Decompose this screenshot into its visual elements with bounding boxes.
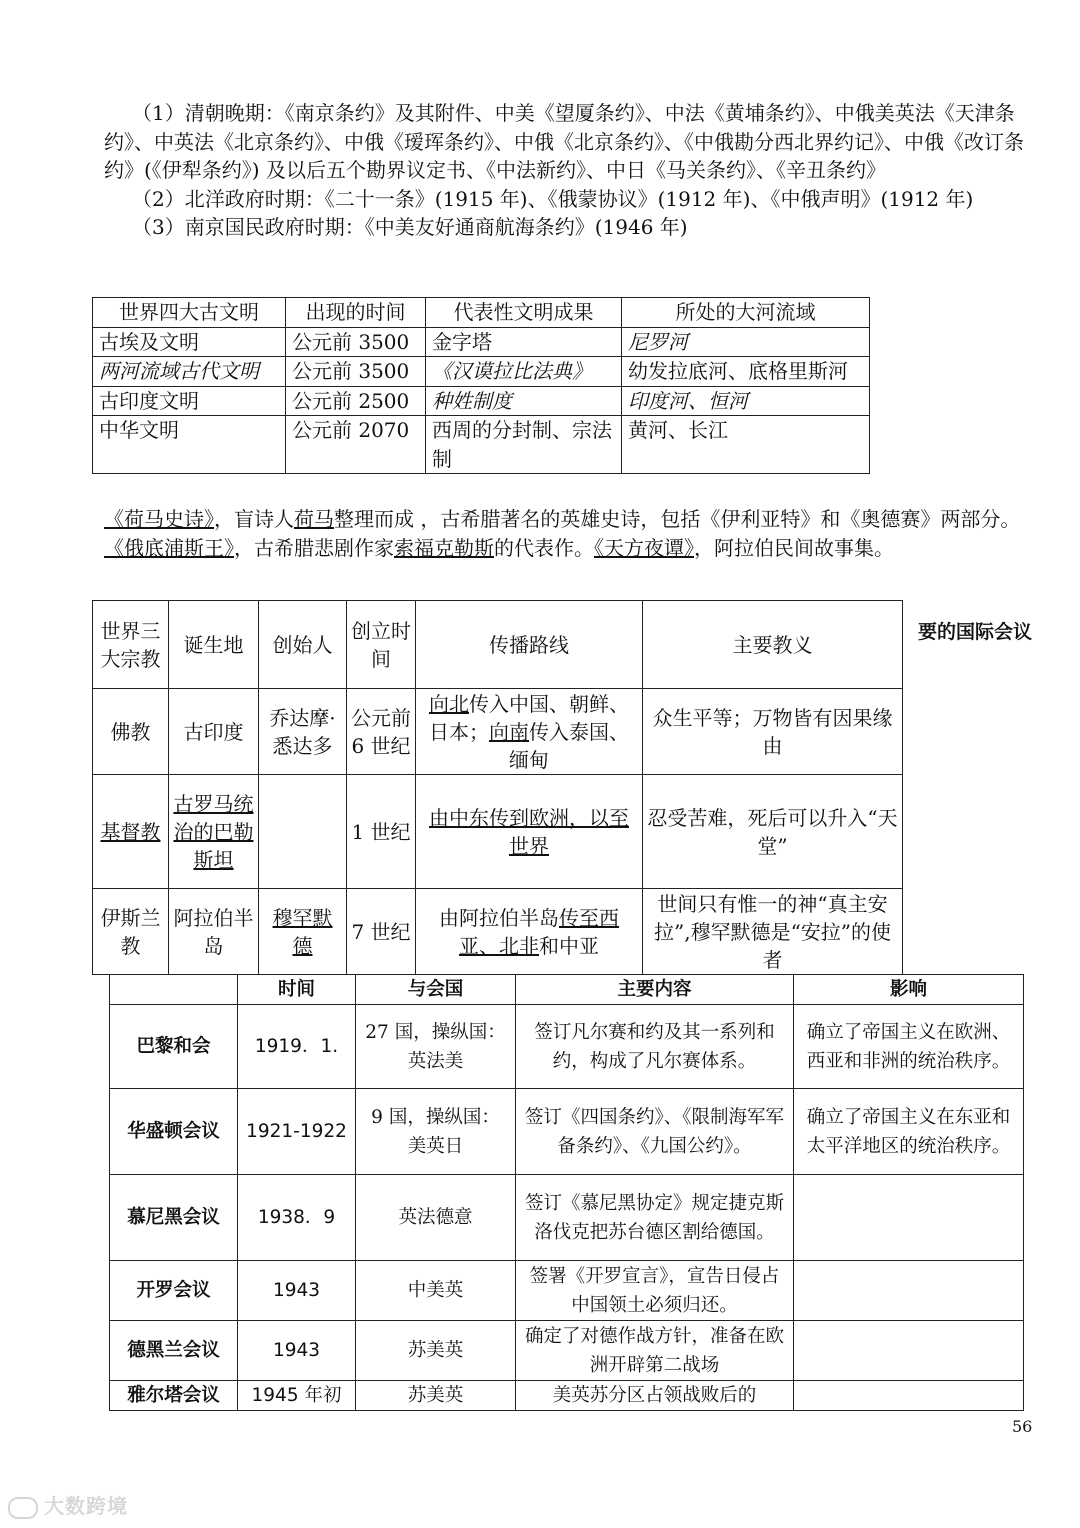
text-span: 传入中国、朝鲜、日本； (429, 691, 629, 744)
table-cell: 《汉谟拉比法典》 (426, 357, 622, 387)
table-row (93, 357, 870, 387)
table-cell: 1 世纪 (347, 775, 416, 889)
treaty-list (104, 99, 1029, 242)
table-cell (416, 689, 643, 775)
work-oedipus: 《俄底浦斯王》 (104, 535, 234, 560)
table-header-row (93, 601, 903, 689)
table-cell: 印度河、恒河 (622, 386, 870, 416)
table-cell: 金字塔 (426, 327, 622, 357)
table-cell: 苏美英 (356, 1321, 516, 1381)
table-row (93, 689, 903, 775)
table-cell: 尼罗河 (622, 327, 870, 357)
table-cell (259, 775, 347, 889)
text-span: 传至西亚、北非 (459, 905, 619, 958)
header-cell: 与会国 (356, 975, 516, 1005)
table-cell: 幼发拉底河、底格里斯河 (622, 357, 870, 387)
text-span: 整理而成 ，古希腊著名的英雄史诗，包括《伊利亚特》和《奥德赛》两部分。 (334, 507, 1021, 531)
treaty-paragraph-nanjing: （3）南京国民政府时期：《中美友好通商航海条约》(1946 年) (132, 215, 688, 239)
author-sophocles: 索福克勒斯 (394, 535, 494, 560)
table-cell: 确定了对德作战方针，准备在欧洲开辟第二战场 (516, 1321, 794, 1381)
table-cell: 种姓制度 (426, 386, 622, 416)
table-cell (416, 889, 643, 975)
watermark (8, 1490, 128, 1519)
table-cell: 开罗会议 (110, 1261, 238, 1321)
table-cell: 佛教 (93, 689, 169, 775)
table-cell: 阿拉伯半岛 (169, 889, 259, 975)
table-cell: 1943 (238, 1261, 356, 1321)
header-cell: 代表性文明成果 (426, 298, 622, 328)
table-cell: 中华文明 (93, 416, 286, 474)
table-cell: 1919．1. (238, 1005, 356, 1089)
table-cell: 1943 (238, 1321, 356, 1381)
table-cell: 华盛顿会议 (110, 1089, 238, 1175)
table-cell: 27 国，操纵国：英法美 (356, 1005, 516, 1089)
table-cell: 公元前 3500 (286, 357, 426, 387)
table-row (93, 386, 870, 416)
table-row (110, 1005, 1024, 1089)
header-cell: 影响 (794, 975, 1024, 1005)
text-span: 向北 (429, 691, 469, 716)
watermark-text: 大数跨境 (44, 1494, 128, 1518)
table-cell: 黄河、长江 (622, 416, 870, 474)
table-cell: 1921-1922 (238, 1089, 356, 1175)
header-cell: 传播路线 (416, 601, 643, 689)
header-cell: 所处的大河流域 (622, 298, 870, 328)
table-cell: 公元前 3500 (286, 327, 426, 357)
table-cell: 古罗马统治的巴勒斯坦 (169, 775, 259, 889)
table-row (110, 1089, 1024, 1175)
table-row (93, 327, 870, 357)
header-cell: 出现的时间 (286, 298, 426, 328)
table-cell: 签订《四国条约》、《限制海军军备条约》、《九国公约》。 (516, 1089, 794, 1175)
table-cell: 9 国，操纵国：美英日 (356, 1089, 516, 1175)
table-cell: 古埃及文明 (93, 327, 286, 357)
table-cell: 美英苏分区占领战败后的 (516, 1381, 794, 1411)
table-cell (794, 1321, 1024, 1381)
text-span: 向南 (489, 719, 529, 744)
header-cell: 世界四大古文明 (93, 298, 286, 328)
table-cell: 签订凡尔赛和约及其一系列和约，构成了凡尔赛体系。 (516, 1005, 794, 1089)
table-cell: 英法德意 (356, 1175, 516, 1261)
table-header-row (93, 298, 870, 328)
table-row (110, 1175, 1024, 1261)
watermark-logo-icon (8, 1497, 38, 1519)
table-cell: 签署《开罗宣言》，宣告日侵占中国领土必须归还。 (516, 1261, 794, 1321)
table-cell: 乔达摩·悉达多 (259, 689, 347, 775)
table-row (110, 1321, 1024, 1381)
table-cell: 众生平等；万物皆有因果缘由 (643, 689, 903, 775)
table-cell: 基督教 (93, 775, 169, 889)
text-span: ，盲诗人 (214, 507, 294, 531)
side-note: 要的国际会议 (918, 621, 1033, 643)
table-cell (794, 1175, 1024, 1261)
table-cell: 确立了帝国主义在欧洲、西亚和非洲的统治秩序。 (794, 1005, 1024, 1089)
author-homer: 荷马 (294, 507, 334, 531)
table-cell: 确立了帝国主义在东亚和太平洋地区的统治秩序。 (794, 1089, 1024, 1175)
table-cell: 伊斯兰教 (93, 889, 169, 975)
work-arabian-nights: 《天方夜谭》 (594, 535, 694, 560)
text-span: 传入泰国、缅甸 (509, 719, 629, 772)
table-cell: 由中东传到欧洲，以至世界 (416, 775, 643, 889)
header-cell: 创始人 (259, 601, 347, 689)
table-cell: 公元前 2500 (286, 386, 426, 416)
treaty-paragraph-qing: （1）清朝晚期：《南京条约》及其附件、中美《望厦条约》、中法《黄埔条约》、中俄美英法《天津条约》、中英法《北京条约》、中俄《瑷珲条约》、中俄《北京条约》、《中俄勘分西北界约记》、中俄《改订条约》(《伊犁条约》) 及以后五个勘界议定书、《中法新约》、中日《马关条约》、《辛丑条约》 (104, 101, 1024, 182)
table-row (93, 416, 870, 474)
page-number: 56 (1012, 1417, 1033, 1436)
table-cell: 雅尔塔会议 (110, 1381, 238, 1411)
table-cell: 公元前 2070 (286, 416, 426, 474)
text-span: 和中亚 (539, 933, 599, 958)
table-row (93, 889, 903, 975)
table-cell: 1945 年初 (238, 1381, 356, 1411)
header-cell: 世界三大宗教 (93, 601, 169, 689)
work-homer-epics: 《荷马史诗》 (104, 507, 214, 531)
header-cell: 创立时间 (347, 601, 416, 689)
table-cell: 两河流域古代文明 (93, 357, 286, 387)
table-cell: 穆罕默德 (259, 889, 347, 975)
table-row (93, 775, 903, 889)
treaty-paragraph-beiyang: （2）北洋政府时期：《二十一条》(1915 年)、《俄蒙协议》(1912 年)、《中俄声明》(1912 年) (132, 186, 974, 211)
table-cell: 签订《慕尼黑协定》规定捷克斯洛伐克把苏台德区割给德国。 (516, 1175, 794, 1261)
literature-note (104, 505, 1029, 562)
table-cell: 巴黎和会 (110, 1005, 238, 1089)
table-cell: 西周的分封制、宗法制 (426, 416, 622, 474)
table-row (110, 1261, 1024, 1321)
table-cell: 世间只有惟一的神“真主安拉”,穆罕默德是“安拉”的使者 (643, 889, 903, 975)
text-span: 由阿拉伯半岛 (439, 905, 559, 930)
table-cell: 中美英 (356, 1261, 516, 1321)
text-span: ，阿拉伯民间故事集。 (694, 535, 894, 560)
conferences-table (109, 974, 1024, 1411)
table-header-row (110, 975, 1024, 1005)
header-cell: 主要内容 (516, 975, 794, 1005)
table-cell: 慕尼黑会议 (110, 1175, 238, 1261)
table-cell: 忍受苦难，死后可以升入“天堂” (643, 775, 903, 889)
table-cell (794, 1261, 1024, 1321)
table-cell: 公元前 6 世纪 (347, 689, 416, 775)
table-cell (794, 1381, 1024, 1411)
civilizations-table (92, 297, 870, 474)
text-span: ，古希腊悲剧作家 (234, 535, 394, 560)
table-cell: 7 世纪 (347, 889, 416, 975)
header-cell: 诞生地 (169, 601, 259, 689)
table-cell: 古印度文明 (93, 386, 286, 416)
table-row (110, 1381, 1024, 1411)
header-cell (110, 975, 238, 1005)
header-cell: 时间 (238, 975, 356, 1005)
table-cell: 苏美英 (356, 1381, 516, 1411)
table-cell: 德黑兰会议 (110, 1321, 238, 1381)
table-cell: 古印度 (169, 689, 259, 775)
text-span: 的代表作。 (494, 535, 594, 560)
table-cell: 1938．9 (238, 1175, 356, 1261)
religions-table (92, 600, 903, 975)
header-cell: 主要教义 (643, 601, 903, 689)
